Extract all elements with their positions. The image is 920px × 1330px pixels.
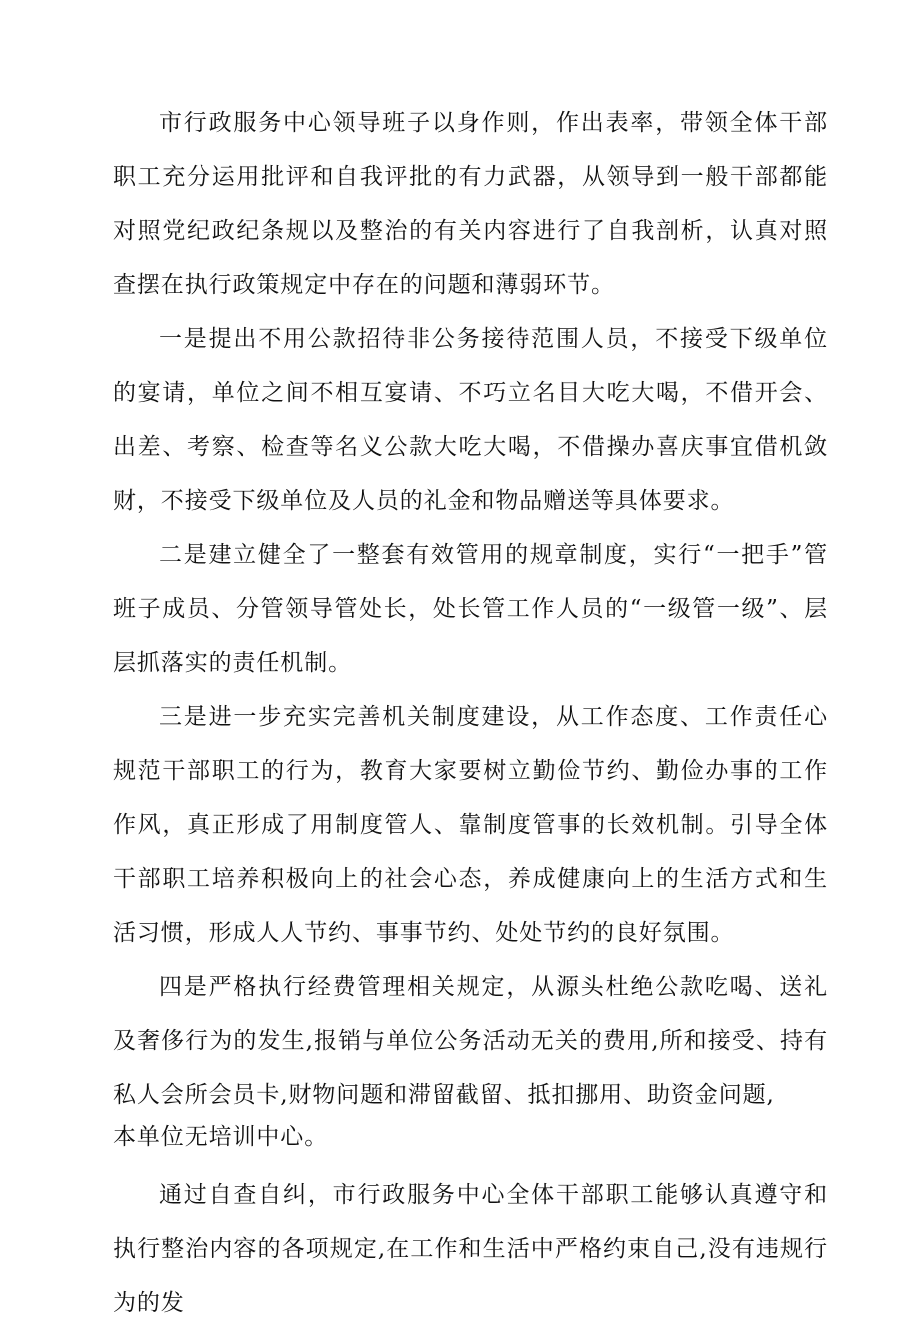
paragraph-item-four: 四是严格执行经费管理相关规定，从源头杜绝公款吃喝、送礼及奢侈行为的发生,报销与单位公务活动无关的费用,所和接受、持有私人会所会员卡,财物问题和滞留截留、抵扣挪用、助资金问题, xyxy=(113,974,828,1108)
paragraph-item-three: 三是进一步充实完善机关制度建设，从工作态度、工作责任心规范干部职工的行为，教育大家要树立勤俭节约、勤俭办事的工作作风，真正形成了用制度管人、靠制度管事的长效机制。引导全体干部职工培养积极向上的社会心态，养成健康向上的生活方式和生活习惯，形成人人节约、事事节约、处处节约的良好氛围。 xyxy=(113,704,828,946)
paragraph-item-one: 一是提出不用公款招待非公务接待范围人员，不接受下级单位的宴请，单位之间不相互宴请、不巧立名目大吃大喝，不借开会、出差、考察、检查等名义公款大吃大喝，不借操办喜庆事宜借机敛财，不接受下级单位及人员的礼金和物品赠送等具体要求。 xyxy=(113,326,828,514)
paragraph-item-two: 二是建立健全了一整套有效管用的规章制度，实行“一把手”管班子成员、分管领导管处长，处长管工作人员的“一级管一级”、层层抓落实的责任机制。 xyxy=(113,542,828,676)
paragraph-leadership: 市行政服务中心领导班子以身作则，作出表率，带领全体干部职工充分运用批评和自我评批的有力武器，从领导到一般干部都能对照党纪政纪条规以及整治的有关内容进行了自我剖析，认真对照查摆在执行政策规定中存在的问题和薄弱环节。 xyxy=(113,110,828,298)
note-no-training-center: 本单位无培训中心。 xyxy=(113,1124,329,1150)
document-body xyxy=(113,96,828,1330)
paragraph-conclusion: 通过自查自纠，市行政服务中心全体干部职工能够认真遵守和执行整治内容的各项规定,在工作和生活中严格约束自己,没有违规行为的发 xyxy=(113,1182,828,1316)
